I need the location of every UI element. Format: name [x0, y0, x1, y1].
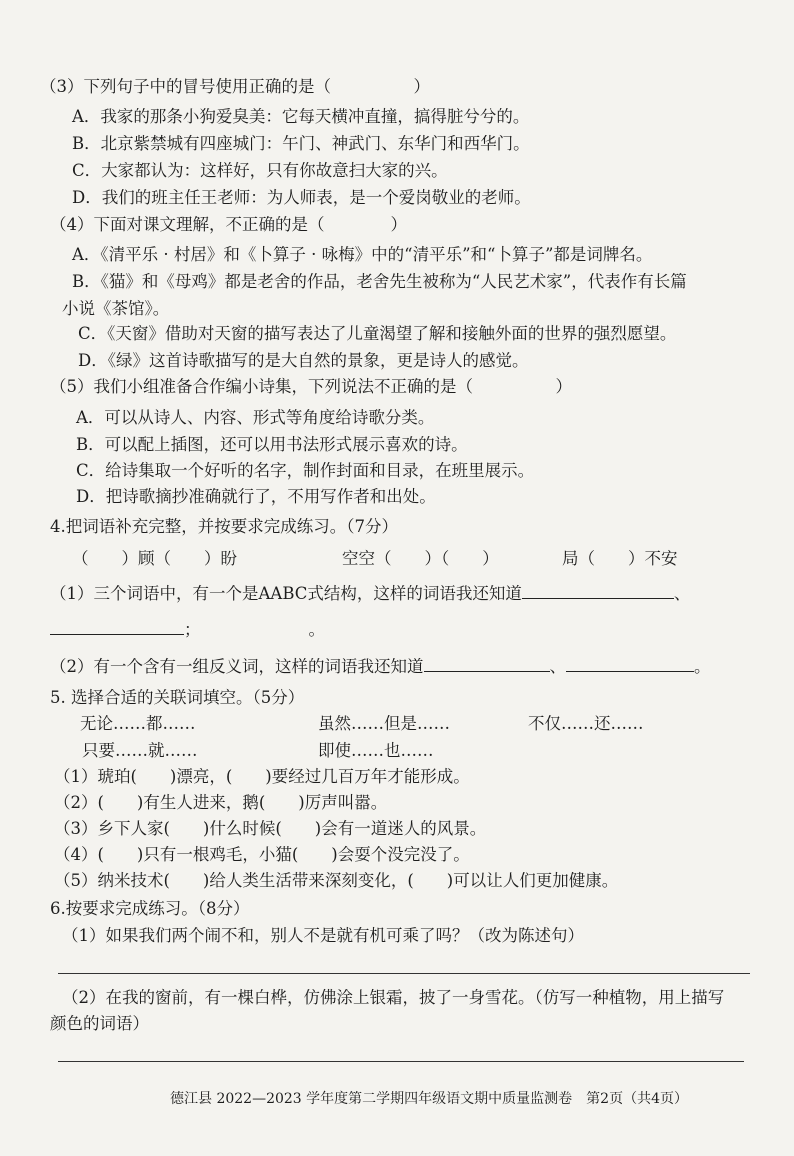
sub1-semicolon: ；: [184, 620, 201, 639]
answer-blank-3[interactable]: [424, 655, 550, 672]
answer-blank-2[interactable]: [50, 618, 184, 635]
s5-item-3: （3）乡下人家( )什么时候( )会有一道迷人的风景。: [54, 819, 487, 838]
conj-option-3: 不仅……还……: [528, 714, 644, 733]
section-4-sub1: [50, 582, 690, 605]
s5-item-2: （2）( )有生人进来，鹅( )厉声叫嚣。: [54, 793, 388, 812]
word-2: 空空（ ）（ ）: [342, 549, 499, 568]
s5-item-4: （4）( )只有一根鸡毛，小猫( )会耍个没完没了。: [54, 845, 470, 864]
section-4-sub2: [50, 655, 711, 678]
q4-stem: （4）下面对课文理解，不正确的是（ ）: [50, 215, 407, 234]
q4-option-d: D．《绿》这首诗歌描写的是大自然的景象，更是诗人的感觉。: [78, 351, 529, 370]
q4-option-b-line2: 小说《茶馆》。: [62, 299, 170, 318]
q4-option-b-line1: B．《猫》和《母鸡》都是老舍的作品，老舍先生被称为“人民艺术家”，代表作有长篇: [72, 272, 687, 291]
q5-option-a: A．可以从诗人、内容、形式等角度给诗歌分类。: [76, 408, 435, 427]
q4-option-a: A．《清平乐 · 村居》和《卜算子 · 咏梅》中的“清平乐”和“卜算子”都是词牌名。: [72, 245, 653, 264]
q5-option-b: B．可以配上插图，还可以用书法形式展示喜欢的诗。: [76, 435, 468, 454]
q3-option-d: D．我们的班主任王老师：为人师表，是一个爱岗敬业的老师。: [72, 188, 531, 207]
conj-option-4: 只要……就……: [82, 741, 198, 760]
section-6-title: 6.按要求完成练习。（8分）: [50, 899, 250, 918]
sub1-separator: 、: [673, 584, 691, 603]
q3-option-a: A．我家的那条小狗爱臭美：它每天横冲直撞，搞得脏兮兮的。: [72, 107, 530, 126]
q3-option-c: C．大家都认为：这样好，只有你故意扫大家的兴。: [72, 161, 448, 180]
sub2-separator: 、: [549, 657, 566, 676]
word-1: （ ）顾（ ）盼: [72, 549, 237, 568]
word-3: 局（ ）不安: [562, 549, 678, 568]
sub1-text: （1）三个词语中，有一个是AABC式结构，这样的词语我还知道: [50, 584, 522, 603]
conj-option-5: 即使……也……: [318, 741, 434, 760]
q5-option-d: D．把诗歌摘抄准确就行了，不用写作者和出处。: [76, 487, 436, 506]
q5-option-c: C．给诗集取一个好听的名字，制作封面和目录，在班里展示。: [76, 461, 535, 480]
s6-item-2-line2: 颜色的词语）: [50, 1014, 149, 1033]
s5-item-1: （1）琥珀( )漂亮，( )要经过几百万年才能形成。: [54, 767, 470, 786]
q3-stem: （3）下列句子中的冒号使用正确的是（ ）: [40, 77, 430, 96]
q5-stem: （5）我们小组准备合作编小诗集，下列说法不正确的是（ ）: [50, 377, 572, 396]
section-4-sub1-line2: [50, 618, 325, 641]
conj-option-2: 虽然……但是……: [318, 714, 450, 733]
q4-option-c: C．《天窗》借助对天窗的描写表达了儿童渴望了解和接触外面的世界的强烈愿望。: [78, 324, 677, 343]
section-4-title: 4.把词语补充完整，并按要求完成练习。（7分）: [50, 517, 398, 536]
sub2-period: 。: [694, 657, 711, 676]
s6-item-2-line1: （2）在我的窗前，有一棵白桦，仿佛涂上银霜，披了一身雪花。（仿写一种植物，用上描写: [62, 988, 725, 1007]
conj-option-1: 无论……都……: [80, 714, 196, 733]
section-5-title: 5. 选择合适的关联词填空。（5分）: [50, 688, 305, 707]
answer-blank-1[interactable]: [522, 582, 674, 599]
answer-blank-4[interactable]: [566, 655, 694, 672]
sub2-text: （2）有一个含有一组反义词，这样的词语我还知道: [50, 657, 424, 676]
answer-line-2[interactable]: [58, 1061, 744, 1062]
sub1-period: 。: [308, 620, 325, 639]
page-footer: 德江县 2022—2023 学年度第二学期四年级语文期中质量监测卷 第2页（共4页）: [170, 1091, 688, 1107]
answer-line-1[interactable]: [58, 973, 750, 974]
s6-item-1: （1）如果我们两个闹不和，别人不是就有机可乘了吗？（改为陈述句）: [62, 926, 584, 945]
q3-option-b: B．北京紫禁城有四座城门：午门、神武门、东华门和西华门。: [72, 134, 530, 153]
s5-item-5: （5）纳米技术( )给人类生活带来深刻变化，( )可以让人们更加健康。: [54, 871, 619, 890]
